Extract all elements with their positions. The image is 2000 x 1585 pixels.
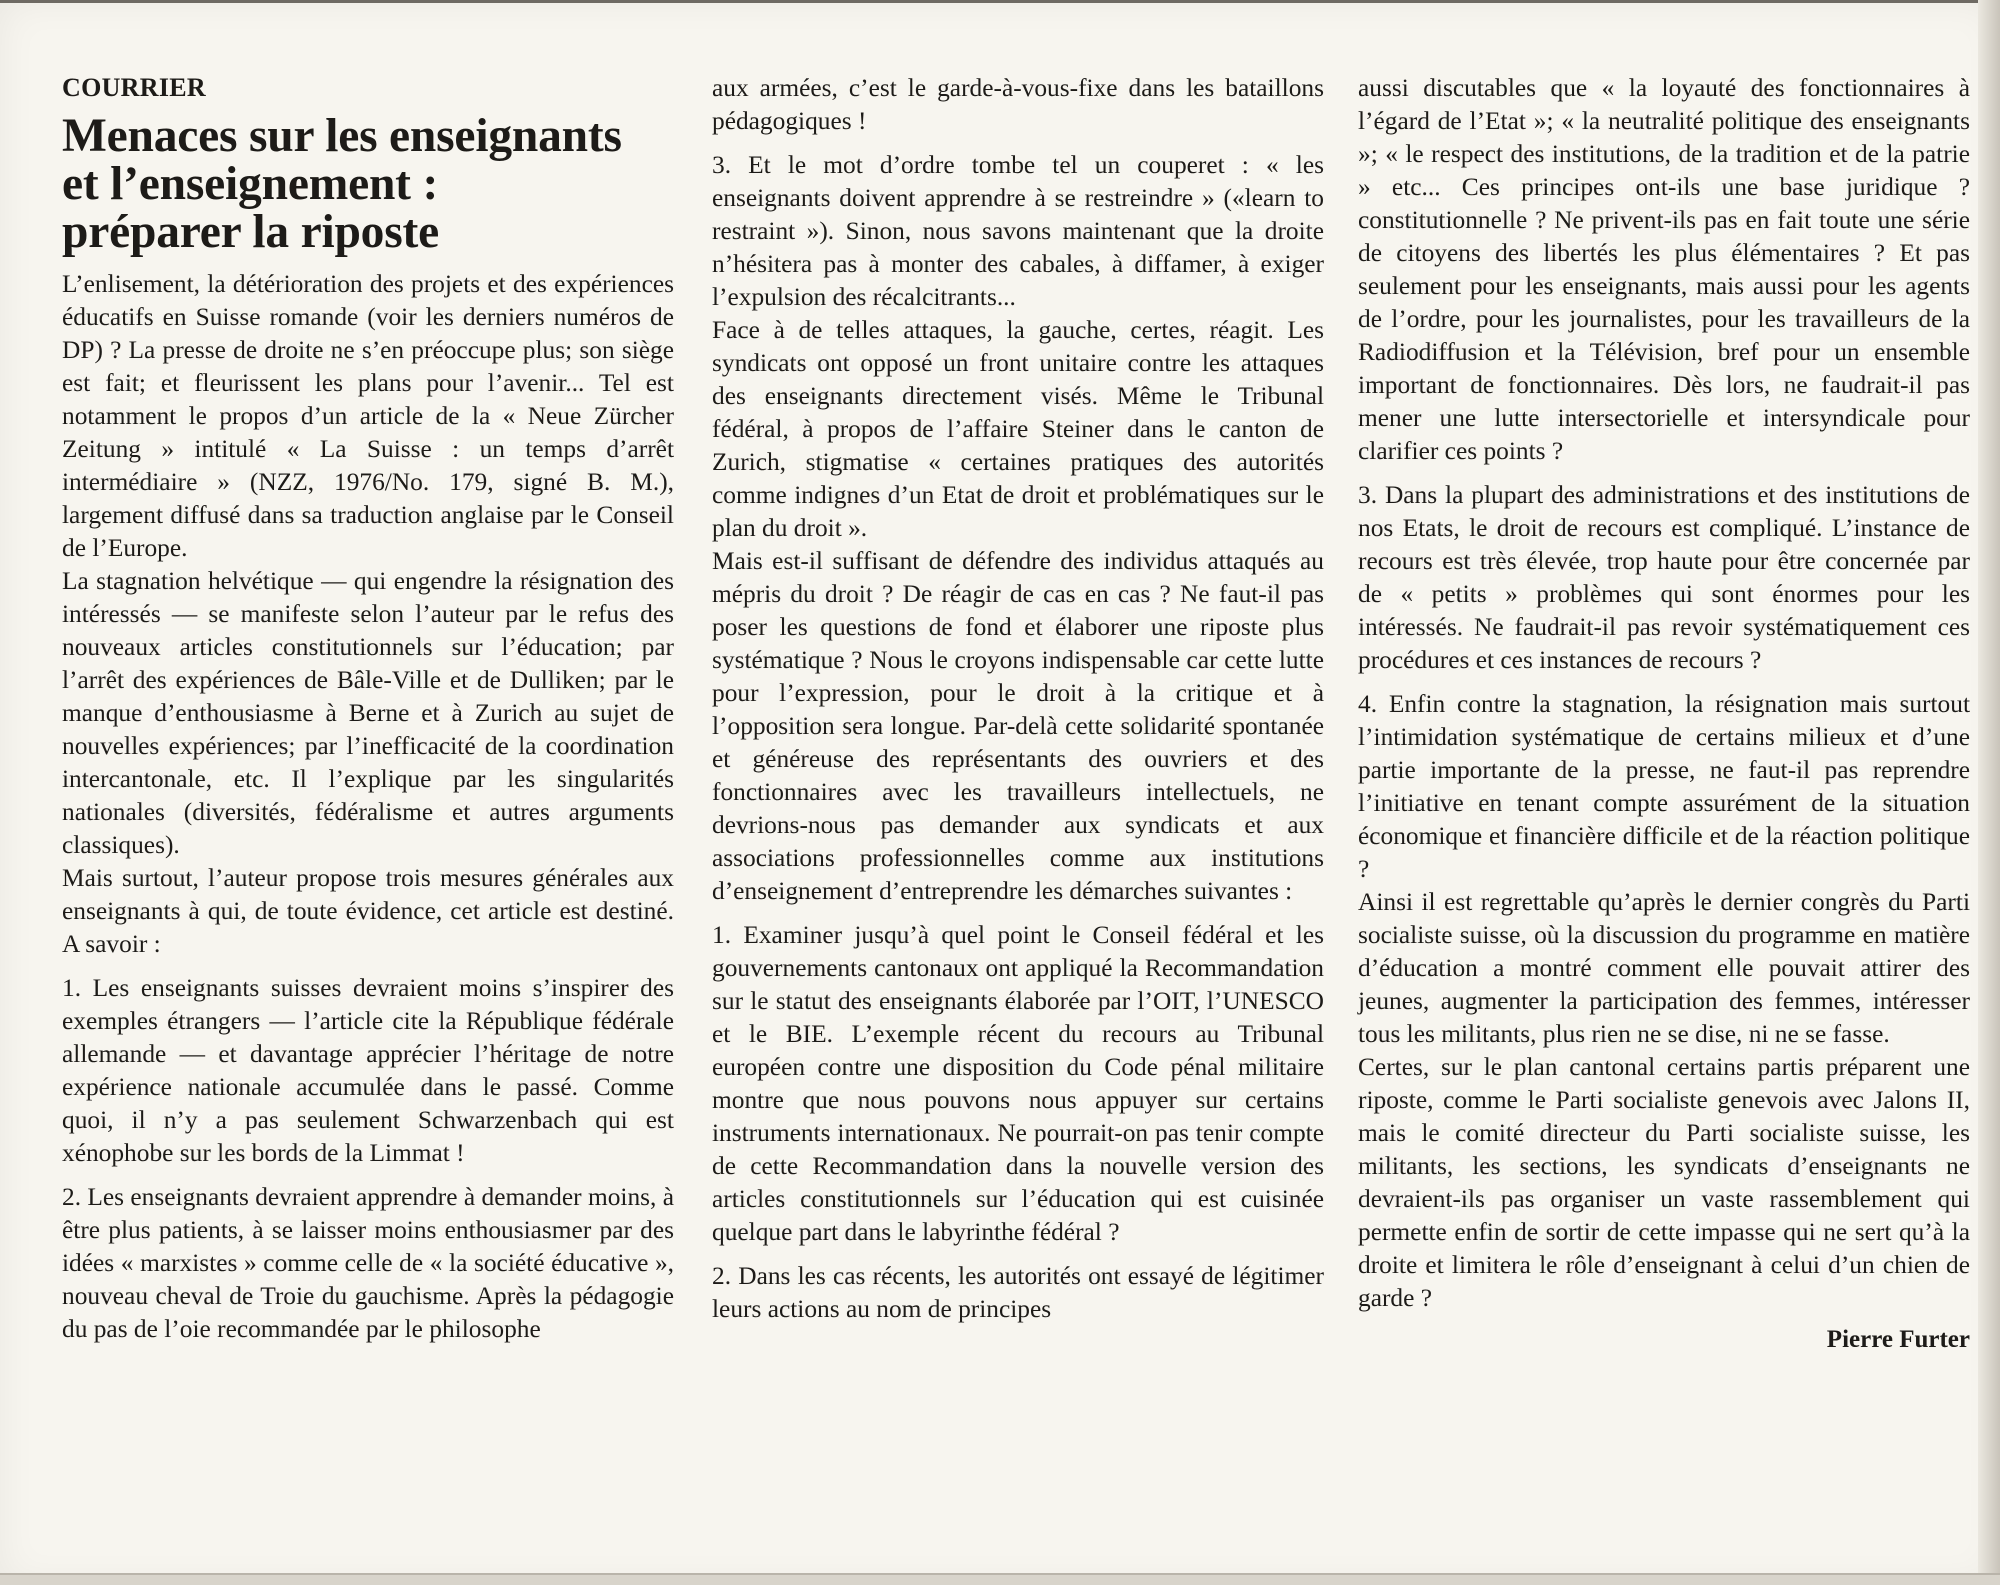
headline-line-3: préparer la riposte xyxy=(62,206,440,258)
column-2 xyxy=(712,72,1324,1326)
paragraph-step-1: 1. Examiner jusqu’à quel point le Conseil fédéral et les gouvernements cantonaux ont appliqué la Recommandation sur le statut des enseignants élaborée par l’OIT, l’UNESCO et le BIE. L’exemple récent du recours au Tribunal européen contre une disposition du Code pénal militaire montre que nous pouvons nous appuyer sur certains instruments internationaux. Ne pourrait-on pas tenir compte de cette Recommandation dans la nouvelle version des articles constitutionnels sur l’éducation qui est cuisinée quelque part dans le labyrinthe fédéral ? xyxy=(712,921,1324,1246)
paragraph: La stagnation helvétique — qui engendre la résignation des intéressés — se manifeste selon l’auteur par le refus des nouveaux articles constitutionnels sur l’éducation; par l’arrêt des expériences de Bâle-Ville et de Dulliken; par le manque d’enthousiasme à Berne et à Zurich au sujet de nouvelles expériences; par l’inefficacité de la coordination intercantonale, etc. Il l’explique par les singularités nationales (diversités, fédéralisme et autres arguments classiques). xyxy=(62,567,674,859)
paragraph: Ainsi il est regrettable qu’après le dernier congrès du Parti socialiste suisse, où la discussion du programme en matière d’éducation a montré comment elle pouvait attirer des jeunes, augmenter la participation des femmes, intéresser tous les militants, plus rien ne se dise, ni ne se fasse. xyxy=(1358,888,1970,1048)
paragraph: Face à de telles attaques, la gauche, certes, réagit. Les syndicats ont opposé un front unitaire contre les attaques des enseignants directement visés. Même le Tribunal fédéral, à propos de l’affaire Steiner dans le canton de Zurich, stigmatise « certaines pratiques des autorités comme indignes d’un Etat de droit et problématiques sur le plan du droit ». xyxy=(712,316,1324,542)
paragraph: aux armées, c’est le garde-à-vous-fixe dans les bataillons pédagogiques ! xyxy=(712,74,1324,135)
paragraph: Certes, sur le plan cantonal certains partis préparent une riposte, comme le Parti socialiste genevois avec Jalons II, mais le comité directeur du Parti socialiste suisse, les militants, les sections, les syndicats d’enseignants ne devraient-ils pas organiser un vaste rassemblement qui permette enfin de sortir de cette impasse qui ne sert qu’à la droite et limitera le rôle d’enseignant à celui d’un chien de garde ? xyxy=(1358,1053,1970,1312)
paragraph: Mais est-il suffisant de défendre des individus attaqués au mépris du droit ? De réagir de cas en cas ? Ne faut-il pas poser les questions de fond et élaborer une riposte plus systématique ? Nous le croyons indispensable car cette lutte pour l’expression, pour le droit à la critique et à l’opposition sera longue. Par-delà cette solidarité spontanée et généreuse des représentants des ouvriers et des fonctionnaires avec les travailleurs intellectuels, ne devrions-nous pas demander aux syndicats et aux associations professionnelles comme aux institutions d’enseignement d’entreprendre les démarches suivantes : xyxy=(712,547,1324,905)
column-3 xyxy=(1358,72,1970,1356)
bottom-rule xyxy=(0,1573,2000,1585)
headline xyxy=(62,112,674,256)
paragraph-step-3: 3. Dans la plupart des administrations et des institutions de nos Etats, le droit de recours est compliqué. L’instance de recours est très élevée, trop haute pour être concernée par de « petits » problèmes qui sont énormes pour les intéressés. Ne faudrait-il pas revoir systématiquement ces procédures et ces instances de recours ? xyxy=(1358,481,1970,674)
headline-line-1: Menaces sur les enseignants xyxy=(62,110,622,162)
top-rule xyxy=(0,0,2000,3)
paragraph-point-3: 3. Et le mot d’ordre tombe tel un couperet : « les enseignants doivent apprendre à se restreindre » («learn to restraint »). Sinon, nous savons maintenant que la droite n’hésitera pas à monter des cabales, à diffamer, à exiger l’expulsion des récalcitrants... xyxy=(712,151,1324,311)
column-1 xyxy=(62,72,674,1346)
paragraph-point-2: 2. Les enseignants devraient apprendre à demander moins, à être plus patients, à se laisser moins enthousiasmer par des idées « marxistes » comme celle de « la société éducative », nouveau cheval de Troie du gauchisme. Après la pédagogie du pas de l’oie recommandée par le philosophe xyxy=(62,1183,674,1343)
paragraph: L’enlisement, la détérioration des projets et des expériences éducatifs en Suisse romande (voir les derniers numéros de DP) ? La presse de droite ne s’en préoccupe plus; son siège est fait; et fleurissent les plans pour l’avenir... Tel est notamment le propos d’un article de la « Neue Zürcher Zeitung » intitulé « La Suisse : un temps d’arrêt intermédiaire » (NZZ, 1976/No. 179, signé B. M.), largement diffusé dans sa traduction anglaise par le Conseil de l’Europe. xyxy=(62,270,674,562)
page-edge xyxy=(1978,0,2000,1585)
paragraph-step-4: 4. Enfin contre la stagnation, la résignation mais surtout l’intimidation systématique de certains milieux et d’une partie importante de la presse, ne faut-il pas reprendre l’initiative en tenant compte assurément de la situation économique et financière difficile et de la réaction politique ? xyxy=(1358,690,1970,883)
headline-line-2: et l’enseignement : xyxy=(62,158,439,210)
paragraph: Mais surtout, l’auteur propose trois mesures générales aux enseignants à qui, de toute évidence, cet article est destiné. A savoir : xyxy=(62,864,674,958)
paragraph-point-1: 1. Les enseignants suisses devraient moins s’inspirer des exemples étrangers — l’article cite la République fédérale allemande — et davantage apprécier l’héritage de notre expérience nationale accumulée dans le passé. Comme quoi, il n’y a pas seulement Schwarzenbach qui est xénophobe sur les bords de la Limmat ! xyxy=(62,974,674,1167)
author-signature: Pierre Furter xyxy=(1826,1326,1970,1353)
rubric: COURRIER xyxy=(62,73,206,102)
paragraph-step-2: 2. Dans les cas récents, les autorités ont essayé de légitimer leurs actions au nom de principes xyxy=(712,1262,1324,1323)
paragraph: aussi discutables que « la loyauté des fonctionnaires à l’égard de l’Etat »; « la neutralité politique des enseignants »; « le respect des institutions, de la tradition et de la patrie » etc... Ces principes ont-ils une base juridique ? constitutionnelle ? Ne privent-ils pas en fait toute une série de citoyens des libertés les plus élémentaires ? Et pas seulement pour les enseignants, mais aussi pour les agents de l’ordre, pour les journalistes, pour les travailleurs de la Radiodiffusion et la Télévision, bref pour un ensemble important de fonctionnaires. Dès lors, ne faudrait-il pas mener une lutte intersectorielle et intersyndicale pour clarifier ces points ? xyxy=(1358,74,1970,465)
